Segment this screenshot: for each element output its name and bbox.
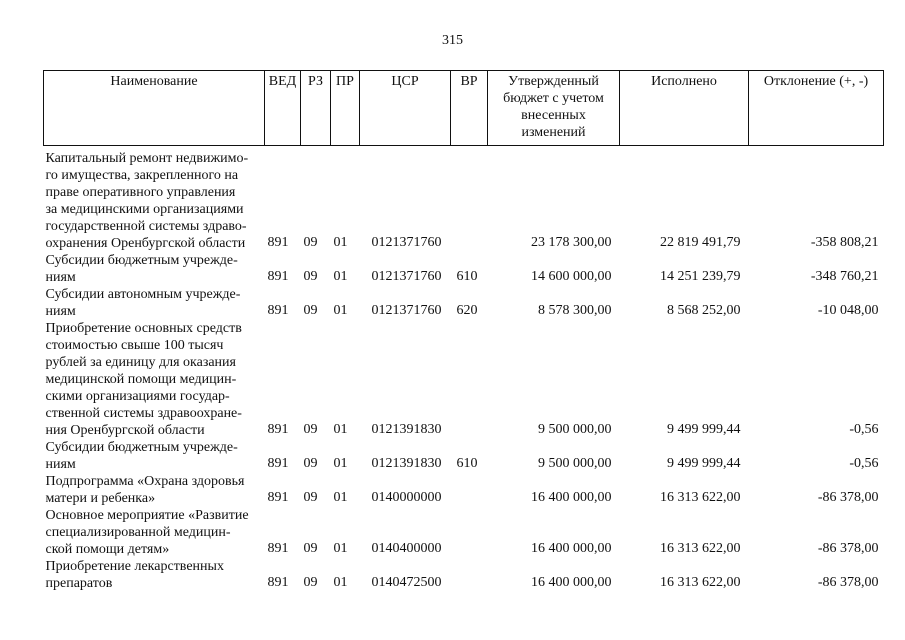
row-executed: 16 313 622,00 — [660, 490, 741, 505]
row-csr: 0140472500 — [371, 575, 442, 590]
table-row — [44, 507, 884, 558]
row-vr — [451, 507, 488, 558]
table-row — [44, 439, 884, 473]
row-pr: 01 — [333, 490, 348, 505]
row-ved: 891 — [267, 269, 289, 284]
row-name: Подпрограмма «Охрана здоровья матери и ребенка» — [45, 474, 245, 506]
row-name: Капитальный ремонт недвижимо- го имущества, закрепленного на праве оперативного управления за медицинскими организациями государственной системы здраво- охранения Оренбургской области — [45, 151, 249, 251]
header-budget: Утвержденный бюджет с учетом внесенных изменений — [488, 71, 620, 146]
row-deviation: -86 378,00 — [817, 575, 879, 590]
row-csr: 0121371760 — [371, 269, 442, 284]
row-pr: 01 — [333, 269, 348, 284]
row-deviation: -348 760,21 — [810, 269, 879, 284]
table-row — [44, 473, 884, 507]
table-row — [44, 146, 884, 253]
budget-table — [43, 70, 884, 592]
row-executed: 9 499 999,44 — [667, 422, 741, 437]
row-budget: 23 178 300,00 — [531, 235, 612, 250]
table-row — [44, 286, 884, 320]
row-pr: 01 — [333, 303, 348, 318]
table-row — [44, 252, 884, 286]
row-csr: 0121371760 — [371, 303, 442, 318]
row-csr: 0121371760 — [371, 235, 442, 250]
row-ved: 891 — [267, 422, 289, 437]
page-number: 315 — [442, 33, 463, 48]
header-csr: ЦСР — [360, 71, 451, 146]
row-csr: 0121391830 — [371, 422, 442, 437]
row-pr: 01 — [333, 575, 348, 590]
row-budget: 9 500 000,00 — [538, 422, 612, 437]
row-name: Субсидии бюджетным учрежде- ниям — [45, 440, 238, 472]
row-vr: 620 — [456, 303, 478, 318]
row-rz: 09 — [303, 541, 318, 556]
row-executed: 9 499 999,44 — [667, 456, 741, 471]
row-rz: 09 — [303, 490, 318, 505]
row-budget: 14 600 000,00 — [531, 269, 612, 284]
row-csr: 0140000000 — [371, 490, 442, 505]
row-budget: 16 400 000,00 — [531, 490, 612, 505]
row-vr — [451, 320, 488, 439]
row-rz: 09 — [303, 235, 318, 250]
row-deviation: -0,56 — [849, 422, 879, 437]
header-name: Наименование — [44, 71, 265, 146]
row-pr: 01 — [333, 235, 348, 250]
row-rz: 09 — [303, 269, 318, 284]
row-budget: 16 400 000,00 — [531, 541, 612, 556]
row-executed: 16 313 622,00 — [660, 575, 741, 590]
row-executed: 16 313 622,00 — [660, 541, 741, 556]
row-vr: 610 — [456, 269, 478, 284]
row-pr: 01 — [333, 422, 348, 437]
row-pr: 01 — [333, 541, 348, 556]
row-name: Приобретение лекарственных препаратов — [45, 559, 224, 591]
row-deviation: -10 048,00 — [817, 303, 879, 318]
row-vr: 610 — [456, 456, 478, 471]
row-name: Субсидии автономным учрежде- ниям — [45, 287, 241, 319]
header-vr: ВР — [451, 71, 488, 146]
header-deviation: Отклонение (+, -) — [749, 71, 884, 146]
row-ved: 891 — [267, 575, 289, 590]
row-pr: 01 — [333, 456, 348, 471]
row-csr: 0121391830 — [371, 456, 442, 471]
row-deviation: -86 378,00 — [817, 490, 879, 505]
header-ved: ВЕД — [265, 71, 301, 146]
row-rz: 09 — [303, 456, 318, 471]
row-ved: 891 — [267, 490, 289, 505]
row-ved: 891 — [267, 541, 289, 556]
row-budget: 9 500 000,00 — [538, 456, 612, 471]
table-header-row — [44, 71, 884, 146]
row-name: Субсидии бюджетным учрежде- ниям — [45, 253, 238, 285]
row-rz: 09 — [303, 303, 318, 318]
header-pr: ПР — [331, 71, 360, 146]
row-vr — [451, 146, 488, 253]
row-ved: 891 — [267, 456, 289, 471]
header-executed: Исполнено — [620, 71, 749, 146]
table-row — [44, 320, 884, 439]
row-deviation: -0,56 — [849, 456, 879, 471]
row-deviation: -86 378,00 — [817, 541, 879, 556]
row-budget: 8 578 300,00 — [538, 303, 612, 318]
row-vr — [451, 473, 488, 507]
row-deviation: -358 808,21 — [810, 235, 879, 250]
row-budget: 16 400 000,00 — [531, 575, 612, 590]
row-name: Приобретение основных средств стоимостью свыше 100 тысяч рублей за единицу для оказания медицинской помощи медицин- скими организациями государ- ственной системы здравоохране- ния Оренбургской области — [45, 321, 242, 438]
row-rz: 09 — [303, 422, 318, 437]
row-csr: 0140400000 — [371, 541, 442, 556]
row-executed: 22 819 491,79 — [660, 235, 741, 250]
row-executed: 8 568 252,00 — [667, 303, 741, 318]
row-executed: 14 251 239,79 — [660, 269, 741, 284]
row-ved: 891 — [267, 235, 289, 250]
row-name: Основное мероприятие «Развитие специализированной медицин- ской помощи детям» — [45, 508, 249, 557]
row-rz: 09 — [303, 575, 318, 590]
row-ved: 891 — [267, 303, 289, 318]
table-row — [44, 558, 884, 592]
row-vr — [451, 558, 488, 592]
header-rz: РЗ — [301, 71, 331, 146]
